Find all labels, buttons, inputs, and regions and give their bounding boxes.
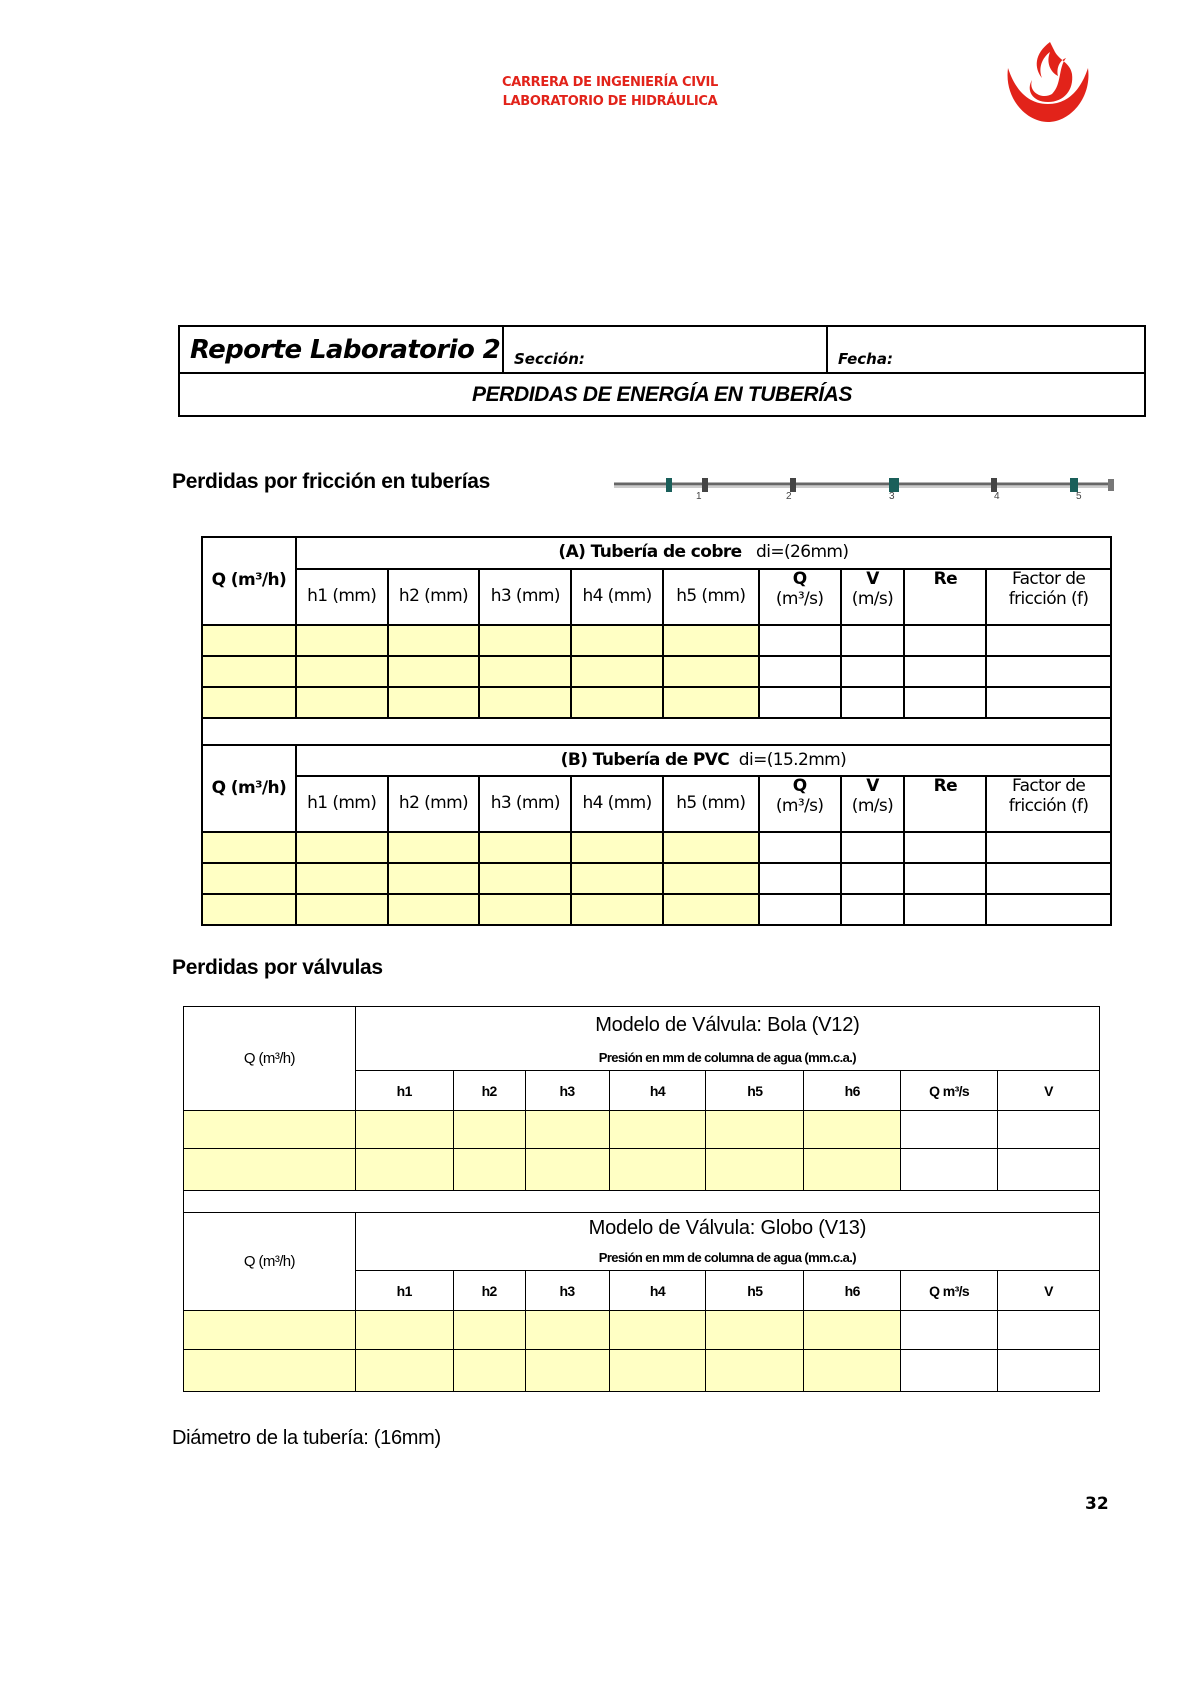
input-cell[interactable]	[525, 1111, 609, 1149]
table-row	[202, 832, 1111, 863]
result-cell[interactable]	[904, 625, 986, 656]
input-cell[interactable]	[388, 687, 480, 718]
input-cell[interactable]	[355, 1111, 453, 1149]
col-h3: h3 (mm)	[479, 569, 571, 625]
result-cell[interactable]	[759, 687, 841, 718]
result-cell[interactable]	[841, 656, 905, 687]
input-cell[interactable]	[663, 894, 759, 925]
pipe-point-3: 3	[889, 491, 895, 502]
result-cell[interactable]	[901, 1149, 998, 1191]
input-cell[interactable]	[609, 1311, 706, 1350]
table-row	[202, 656, 1111, 687]
header-career: CARRERA DE INGENIERÍA CIVIL	[501, 75, 719, 90]
table-a-title	[296, 537, 1111, 569]
table-b-title	[296, 745, 1111, 776]
col-h1: h1 (mm)	[296, 776, 388, 832]
col-h2: h2	[453, 1071, 525, 1111]
table-row	[184, 1149, 1100, 1191]
input-cell[interactable]	[804, 1111, 901, 1149]
input-cell[interactable]	[388, 894, 480, 925]
result-cell[interactable]	[841, 894, 905, 925]
col-v	[841, 776, 905, 832]
input-cell[interactable]	[355, 1350, 453, 1392]
pipe-point-2: 2	[786, 491, 792, 502]
input-cell[interactable]	[663, 625, 759, 656]
col-v: V	[998, 1071, 1100, 1111]
result-cell[interactable]	[986, 656, 1111, 687]
input-cell[interactable]	[296, 625, 388, 656]
result-cell[interactable]	[904, 656, 986, 687]
date-field: Fecha:	[827, 326, 1145, 373]
result-cell[interactable]	[904, 863, 986, 894]
result-cell[interactable]	[759, 863, 841, 894]
input-cell[interactable]	[479, 863, 571, 894]
pipe-point-1: 1	[696, 491, 702, 502]
result-cell[interactable]	[904, 894, 986, 925]
input-cell[interactable]	[453, 1350, 525, 1392]
input-cell[interactable]	[571, 832, 663, 863]
col-friction-line2: fricción (f)	[1008, 795, 1089, 816]
input-cell[interactable]	[663, 832, 759, 863]
col-h4: h4 (mm)	[571, 776, 663, 832]
result-cell[interactable]	[986, 687, 1111, 718]
input-cell[interactable]	[479, 656, 571, 687]
input-cell[interactable]	[202, 894, 296, 925]
col-q	[759, 569, 841, 625]
result-cell[interactable]	[986, 894, 1111, 925]
col-h5: h5 (mm)	[663, 569, 759, 625]
result-cell[interactable]	[841, 625, 905, 656]
col-h5: h5	[706, 1271, 804, 1311]
input-cell[interactable]	[571, 863, 663, 894]
input-cell[interactable]	[804, 1311, 901, 1350]
valve-b-pressure: Presión en mm de columna de agua (mm.c.a.)	[355, 1245, 1099, 1271]
col-h4: h4	[609, 1071, 706, 1111]
report-title: Reporte Laboratorio 2	[179, 326, 503, 373]
input-cell[interactable]	[571, 687, 663, 718]
col-h6: h6	[804, 1271, 901, 1311]
input-cell[interactable]	[202, 832, 296, 863]
col-re: Re	[904, 569, 986, 625]
col-v-unit: (m/s)	[851, 588, 894, 609]
col-h4: h4	[609, 1271, 706, 1311]
input-cell[interactable]	[184, 1149, 356, 1191]
col-q-name: Q	[792, 776, 807, 796]
input-cell[interactable]	[202, 656, 296, 687]
input-cell[interactable]	[184, 1111, 356, 1149]
input-cell[interactable]	[184, 1311, 356, 1350]
input-cell[interactable]	[296, 894, 388, 925]
col-v: V	[998, 1271, 1100, 1311]
result-cell[interactable]	[759, 656, 841, 687]
result-cell[interactable]	[904, 687, 986, 718]
input-cell[interactable]	[453, 1111, 525, 1149]
pipe-point-4: 4	[994, 491, 1000, 502]
col-v-unit: (m/s)	[851, 795, 894, 816]
result-cell[interactable]	[986, 863, 1111, 894]
result-cell[interactable]	[998, 1350, 1100, 1392]
col-h2: h2 (mm)	[388, 569, 480, 625]
result-cell[interactable]	[841, 687, 905, 718]
input-cell[interactable]	[804, 1350, 901, 1392]
input-cell[interactable]	[453, 1311, 525, 1350]
input-cell[interactable]	[706, 1149, 804, 1191]
valves-heading: Perdidas por válvulas	[172, 956, 383, 979]
input-cell[interactable]	[706, 1311, 804, 1350]
result-cell[interactable]	[904, 832, 986, 863]
col-h1: h1 (mm)	[296, 569, 388, 625]
input-cell[interactable]	[525, 1149, 609, 1191]
col-h3: h3 (mm)	[479, 776, 571, 832]
col-re: Re	[904, 776, 986, 832]
input-cell[interactable]	[609, 1111, 706, 1149]
input-cell[interactable]	[571, 625, 663, 656]
col-q: Q m³/s	[901, 1271, 998, 1311]
valve-a-model: Modelo de Válvula: Bola (V12)	[355, 1007, 1099, 1045]
table-spacer	[184, 1191, 1100, 1213]
input-cell[interactable]	[202, 687, 296, 718]
university-logo	[1000, 38, 1096, 124]
input-cell[interactable]	[296, 863, 388, 894]
input-cell[interactable]	[571, 894, 663, 925]
table-spacer	[202, 718, 1111, 745]
valves-table	[183, 1006, 1100, 1392]
input-cell[interactable]	[184, 1350, 356, 1392]
q-label-a: Q (m³/h)	[202, 537, 296, 625]
table-row	[184, 1311, 1100, 1350]
table-row	[184, 1350, 1100, 1392]
input-cell[interactable]	[525, 1350, 609, 1392]
pipe-diameter-note: Diámetro de la tubería: (16mm)	[172, 1427, 441, 1449]
col-v-name: V	[866, 569, 879, 589]
section-field: Sección:	[503, 326, 827, 373]
result-cell[interactable]	[901, 1111, 998, 1149]
pipe-diagram	[612, 470, 1116, 504]
header-lab: LABORATORIO DE HIDRÁULICA	[502, 94, 718, 109]
valve-a-pressure: Presión en mm de columna de agua (mm.c.a.)	[355, 1045, 1099, 1071]
col-h4: h4 (mm)	[571, 569, 663, 625]
input-cell[interactable]	[388, 832, 480, 863]
result-cell[interactable]	[998, 1111, 1100, 1149]
input-cell[interactable]	[388, 625, 480, 656]
col-friction	[986, 776, 1111, 832]
input-cell[interactable]	[296, 656, 388, 687]
input-cell[interactable]	[355, 1311, 453, 1350]
valve-b-model: Modelo de Válvula: Globo (V13)	[355, 1213, 1099, 1245]
input-cell[interactable]	[388, 656, 480, 687]
result-cell[interactable]	[759, 832, 841, 863]
col-q	[759, 776, 841, 832]
table-b-title-diameter: di=(15.2mm)	[738, 749, 847, 770]
col-friction	[986, 569, 1111, 625]
col-q-unit: (m³/s)	[775, 795, 824, 816]
col-v-name: V	[866, 776, 879, 796]
input-cell[interactable]	[388, 863, 480, 894]
table-row	[202, 894, 1111, 925]
result-cell[interactable]	[759, 625, 841, 656]
table-row	[202, 687, 1111, 718]
input-cell[interactable]	[663, 863, 759, 894]
result-cell[interactable]	[986, 625, 1111, 656]
result-cell[interactable]	[998, 1311, 1100, 1350]
friction-table	[201, 536, 1112, 926]
valve-b-q-label: Q (m³/h)	[184, 1213, 356, 1311]
col-h5: h5 (mm)	[663, 776, 759, 832]
table-a-title-diameter: di=(26mm)	[756, 542, 849, 563]
input-cell[interactable]	[355, 1149, 453, 1191]
input-cell[interactable]	[479, 832, 571, 863]
input-cell[interactable]	[525, 1311, 609, 1350]
result-cell[interactable]	[998, 1149, 1100, 1191]
col-friction-line2: fricción (f)	[1008, 588, 1089, 609]
input-cell[interactable]	[296, 832, 388, 863]
input-cell[interactable]	[571, 656, 663, 687]
table-row	[184, 1111, 1100, 1149]
col-friction-line1: Factor de	[1011, 569, 1086, 589]
result-cell[interactable]	[986, 832, 1111, 863]
input-cell[interactable]	[296, 687, 388, 718]
col-q-name: Q	[792, 569, 807, 589]
col-friction-line1: Factor de	[1011, 776, 1086, 796]
input-cell[interactable]	[663, 687, 759, 718]
col-h1: h1	[355, 1271, 453, 1311]
result-cell[interactable]	[841, 832, 905, 863]
input-cell[interactable]	[706, 1350, 804, 1392]
table-row	[202, 625, 1111, 656]
input-cell[interactable]	[609, 1149, 706, 1191]
input-cell[interactable]	[663, 656, 759, 687]
input-cell[interactable]	[706, 1111, 804, 1149]
col-v	[841, 569, 905, 625]
table-a-title-main: (A) Tubería de cobre	[558, 542, 742, 563]
col-h3: h3	[525, 1271, 609, 1311]
col-q-unit: (m³/s)	[775, 588, 824, 609]
pipe-point-5: 5	[1076, 491, 1082, 502]
col-h3: h3	[525, 1071, 609, 1111]
input-cell[interactable]	[479, 894, 571, 925]
input-cell[interactable]	[453, 1149, 525, 1191]
report-subtitle: PERDIDAS DE ENERGÍA EN TUBERÍAS	[179, 373, 1145, 416]
table-row	[202, 863, 1111, 894]
result-cell[interactable]	[841, 863, 905, 894]
col-h2: h2 (mm)	[388, 776, 480, 832]
input-cell[interactable]	[479, 687, 571, 718]
input-cell[interactable]	[804, 1149, 901, 1191]
col-h6: h6	[804, 1071, 901, 1111]
report-header-table	[178, 325, 1146, 417]
table-b-title-main: (B) Tubería de PVC	[560, 749, 730, 770]
input-cell[interactable]	[609, 1350, 706, 1392]
result-cell[interactable]	[901, 1350, 998, 1392]
result-cell[interactable]	[759, 894, 841, 925]
input-cell[interactable]	[479, 625, 571, 656]
input-cell[interactable]	[202, 625, 296, 656]
valve-a-q-label: Q (m³/h)	[184, 1007, 356, 1111]
friction-heading: Perdidas por fricción en tuberías	[172, 470, 491, 493]
input-cell[interactable]	[202, 863, 296, 894]
col-h2: h2	[453, 1271, 525, 1311]
page-number: 32	[1085, 1494, 1109, 1514]
col-q: Q m³/s	[901, 1071, 998, 1111]
col-h5: h5	[706, 1071, 804, 1111]
col-h1: h1	[355, 1071, 453, 1111]
result-cell[interactable]	[901, 1311, 998, 1350]
q-label-b: Q (m³/h)	[202, 745, 296, 832]
